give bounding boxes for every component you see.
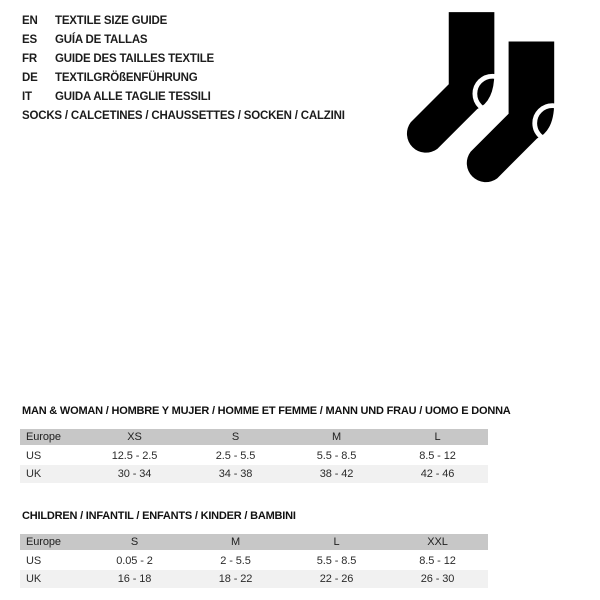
size-value-cell: 8.5 - 12 — [387, 552, 488, 570]
size-value-cell: 38 - 42 — [286, 465, 387, 483]
size-value-cell: 18 - 22 — [185, 570, 286, 588]
size-value-cell: 26 - 30 — [387, 570, 488, 588]
header-cell-size: L — [387, 429, 488, 447]
lang-label: GUÍA DE TALLAS — [55, 34, 148, 46]
socks-icon — [406, 12, 558, 186]
header-cell-size: M — [185, 534, 286, 552]
lang-code: ES — [22, 34, 37, 46]
table-row-us — [20, 447, 488, 465]
row-label: UK — [20, 570, 84, 588]
lang-code: DE — [22, 72, 38, 84]
category-heading: SOCKS / CALCETINES / CHAUSSETTES / SOCKEN / CALZINI — [22, 110, 345, 122]
row-label: UK — [20, 465, 84, 483]
header-cell-size: XS — [84, 429, 185, 447]
lang-row-de — [22, 69, 214, 88]
table-row-uk — [20, 570, 488, 588]
table-row-us — [20, 552, 488, 570]
children-title: CHILDREN / INFANTIL / ENFANTS / KINDER / BAMBINI — [22, 510, 296, 522]
header-cell-region: Europe — [20, 429, 84, 447]
size-value-cell: 8.5 - 12 — [387, 447, 488, 465]
size-value-cell: 2.5 - 5.5 — [185, 447, 286, 465]
header-cell-size: L — [286, 534, 387, 552]
lang-label: GUIDE DES TAILLES TEXTILE — [55, 53, 214, 65]
size-value-cell: 0.05 - 2 — [84, 552, 185, 570]
lang-label: TEXTILE SIZE GUIDE — [55, 15, 168, 27]
header-cell-size: XXL — [387, 534, 488, 552]
size-value-cell: 5.5 - 8.5 — [286, 552, 387, 570]
header-cell-region: Europe — [20, 534, 84, 552]
man-woman-section — [20, 404, 511, 483]
size-value-cell: 12.5 - 2.5 — [84, 447, 185, 465]
row-label: US — [20, 552, 84, 570]
lang-code: EN — [22, 15, 38, 27]
table-row-uk — [20, 465, 488, 483]
children-size-table — [20, 534, 488, 588]
man-woman-size-table — [20, 429, 488, 483]
size-value-cell: 2 - 5.5 — [185, 552, 286, 570]
lang-row-es — [22, 31, 214, 50]
lang-code: FR — [22, 53, 37, 65]
lang-row-it — [22, 88, 214, 107]
man-woman-title: MAN & WOMAN / HOMBRE Y MUJER / HOMME ET FEMME / MANN UND FRAU / UOMO E DONNA — [22, 405, 511, 417]
lang-row-fr — [22, 50, 214, 69]
children-section — [20, 509, 490, 588]
size-value-cell: 16 - 18 — [84, 570, 185, 588]
lang-code: IT — [22, 91, 32, 103]
size-value-cell: 42 - 46 — [387, 465, 488, 483]
lang-label: GUIDA ALLE TAGLIE TESSILI — [55, 91, 211, 103]
size-value-cell: 5.5 - 8.5 — [286, 447, 387, 465]
table-header-row — [20, 429, 488, 447]
language-guide-list — [22, 12, 214, 107]
header-cell-size: S — [185, 429, 286, 447]
size-value-cell: 22 - 26 — [286, 570, 387, 588]
size-value-cell: 34 - 38 — [185, 465, 286, 483]
size-value-cell: 30 - 34 — [84, 465, 185, 483]
lang-row-en — [22, 12, 214, 31]
row-label: US — [20, 447, 84, 465]
header-cell-size: M — [286, 429, 387, 447]
table-header-row — [20, 534, 488, 552]
lang-label: TEXTILGRÖßENFÜHRUNG — [55, 72, 198, 84]
header-cell-size: S — [84, 534, 185, 552]
